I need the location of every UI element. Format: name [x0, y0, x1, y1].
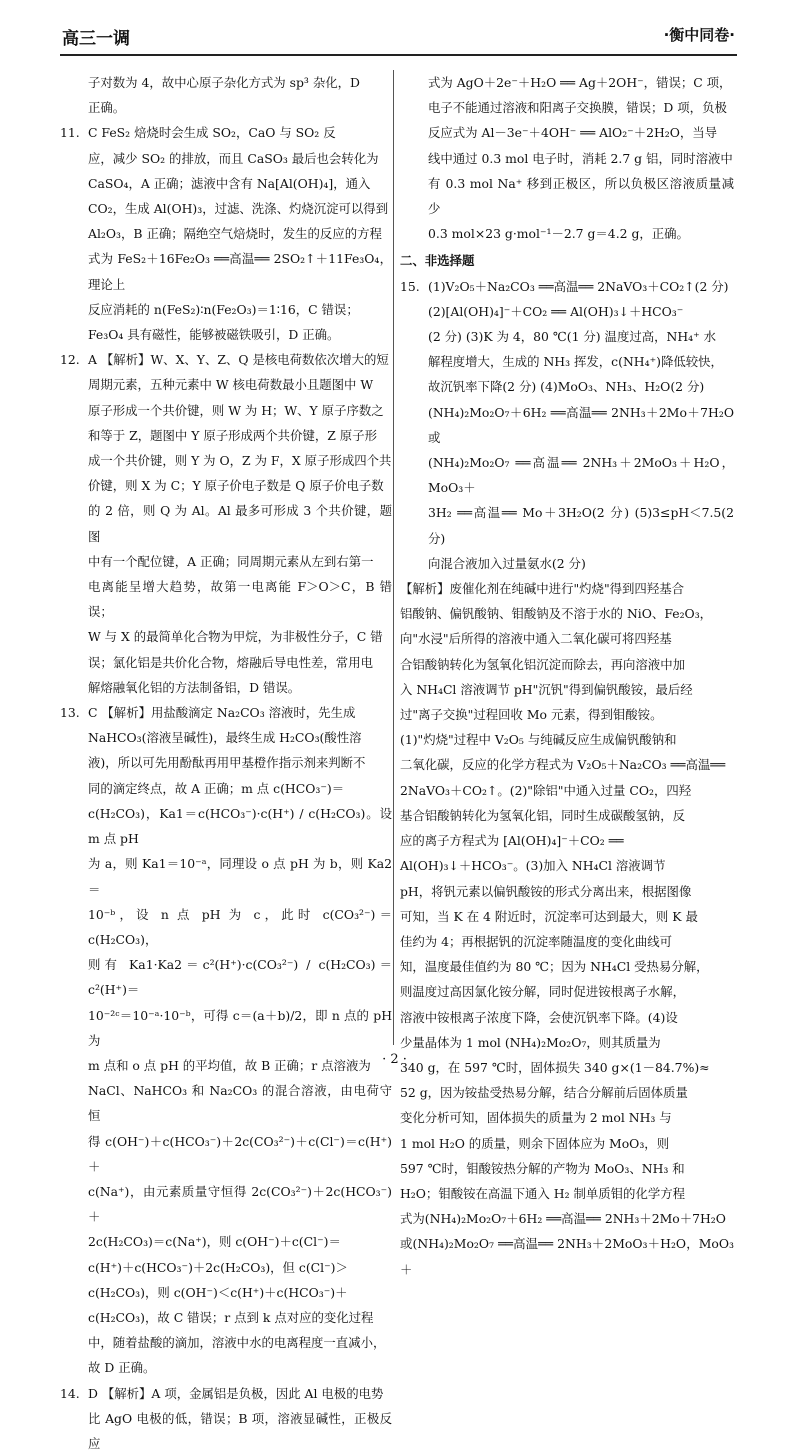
- answer-line: 有 0.3 mol Na⁺ 移到正极区，所以负极区溶液质量减少: [428, 175, 734, 217]
- analysis-line: 变化分析可知，固体损失的质量为 2 mol NH₃ 与: [400, 1110, 672, 1126]
- question-number: 12.: [60, 352, 80, 368]
- analysis-line: 2NaVO₃＋CO₂↑。(2)"除铝"中通入过量 CO₂，四羟: [400, 782, 692, 798]
- answer-line: Al₂O₃，B 正确；隔绝空气焙烧时，发生的反应的方程: [88, 226, 382, 242]
- answer-line: [400, 274, 734, 299]
- question-number: 15.: [400, 278, 420, 294]
- analysis-line: 向"水浸"后所得的溶液中通入二氧化碳可将四羟基: [400, 631, 672, 647]
- answer-line: 解程度增大，生成的 NH₃ 挥发，c(NH₄⁺)降低较快，: [428, 354, 723, 370]
- answer-line: c(Na⁺)，由元素质量守恒得 2c(CO₃²⁻)＋2c(HCO₃⁻)＋: [88, 1183, 392, 1225]
- answer-line: 液)，所以可先用酚酞再用甲基橙作指示剂来判断不: [88, 755, 366, 771]
- answer-line: c(H₂CO₃)，则 c(OH⁻)＜c(H⁺)＋c(HCO₃⁻)＋: [88, 1284, 348, 1300]
- answer-line: Fe₃O₄ 具有磁性，能够被磁铁吸引，D 正确。: [88, 327, 340, 343]
- answer-line: c(H₂CO₃)，Ka1＝c(HCO₃⁻)·c(H⁺) / c(H₂CO₃)。设 m 点 pH: [88, 805, 392, 847]
- right-column: [400, 70, 734, 1282]
- analysis-line: 合铝酸钠转化为氢氧化铝沉淀而除去，再向溶液中加: [400, 656, 685, 672]
- answer-text: A 【解析】W、X、Y、Z、Q 是核电荷数依次增大的短: [88, 352, 389, 368]
- answer-line: 中，随着盐酸的滴加，溶液中水的电离程度一直减小，: [88, 1335, 386, 1351]
- answer-item: [60, 700, 392, 1380]
- analysis-line: 入 NH₄Cl 溶液调节 pH"沉钒"得到偏钒酸铵，最后经: [400, 681, 693, 697]
- answer-line: 的 2 倍，则 Q 为 Al。Al 最多可形成 3 个共价键，题图: [88, 503, 392, 544]
- answer-line: 电离能呈增大趋势，故第一电离能 F＞O＞C，B 错误；: [88, 579, 392, 620]
- answer-line: m 点和 o 点 pH 的平均值，故 B 正确；r 点溶液为: [88, 1057, 371, 1073]
- answer-line: 反应消耗的 n(FeS₂)∶n(Fe₂O₃)＝1∶16，C 错误；: [88, 301, 359, 317]
- analysis-line: (1)"灼烧"过程中 V₂O₅ 与纯碱反应生成偏钒酸钠和: [400, 732, 677, 748]
- exam-title: 高三一调: [62, 29, 130, 49]
- answer-line: 正确。: [88, 100, 126, 116]
- answer-line: CaSO₄，A 正确；滤液中含有 Na[Al(OH)₄]，通入: [88, 175, 371, 191]
- section-title: 二、非选择题: [400, 253, 475, 269]
- answer-line: 式为 FeS₂＋16Fe₂O₃ ══高温══ 2SO₂↑＋11Fe₃O₄，理论上: [88, 251, 392, 292]
- answer-line: 应，减少 SO₂ 的排放，而且 CaSO₃ 最后也会转化为: [88, 150, 379, 166]
- analysis-line: 则温度过高因氯化铵分解，同时促进铵根离子水解，: [400, 984, 685, 1000]
- page-header: [60, 16, 737, 56]
- question-15: [400, 274, 734, 1282]
- answer-line: 10⁻²ᶜ＝10⁻ᵃ·10⁻ᵇ，可得 c＝(a＋b)/2，即 n 点的 pH 为: [88, 1007, 392, 1048]
- answer-line: 原子形成一个共价键，则 W 为 H；W、Y 原子序数之: [88, 402, 384, 418]
- answer-item: [60, 70, 392, 120]
- answer-line: 向混合液加入过量氨水(2 分): [428, 555, 586, 571]
- answer-line: 误；氯化铝是共价化合物，熔融后导电性差，常用电: [88, 654, 373, 670]
- analysis-line: 铝酸钠、偏钒酸钠、钼酸钠及不溶于水的 NiO、Fe₂O₃，: [400, 606, 713, 622]
- analysis-line: 二氧化碳，反应的化学方程式为 V₂O₅＋Na₂CO₃ ══高温══: [400, 757, 726, 773]
- analysis-line: 基合铝酸钠转化为氢氧化铝，同时生成碳酸氢钠，反: [400, 807, 685, 823]
- analysis-line: 溶液中铵根离子浓度下降，会使沉钒率下降。(4)设: [400, 1009, 678, 1025]
- answer-line: (NH₄)₂Mo₂O₇ ══高温══ 2NH₃＋2MoO₃＋H₂O，MoO₃＋: [428, 455, 734, 496]
- answer-text: C 【解析】用盐酸滴定 Na₂CO₃ 溶液时，先生成: [88, 705, 356, 721]
- answer-line: 为 a，则 Ka1＝10⁻ᵃ，同理设 o 点 pH 为 b，则 Ka2＝: [88, 856, 392, 897]
- answer-line: [60, 1381, 392, 1406]
- analysis-line: 52 g，因为铵盐受热易分解，结合分解前后固体质量: [400, 1085, 688, 1101]
- answer-line: NaHCO₃(溶液呈碱性)，最终生成 H₂CO₃(酸性溶: [88, 730, 362, 746]
- answer-line: 则有 Ka1·Ka2＝c²(H⁺)·c(CO₃²⁻) / c(H₂CO₃)＝c²(H⁺)＝: [88, 957, 392, 998]
- answer-line: 得 c(OH⁻)＋c(HCO₃⁻)＋2c(CO₃²⁻)＋c(Cl⁻)＝c(H⁺)＋: [88, 1133, 392, 1174]
- answer-line: CO₂，生成 Al(OH)₃，过滤、洗涤、灼烧沉淀可以得到: [88, 201, 389, 217]
- question-number: 11.: [60, 125, 80, 141]
- answer-line: [60, 700, 392, 725]
- answer-item: [60, 120, 392, 347]
- analysis-line: Al(OH)₃↓＋HCO₃⁻。(3)加入 NH₄Cl 溶液调节: [400, 858, 666, 874]
- analysis-line: 可知，当 K 在 4 附近时，沉淀率可达到最大，则 K 最: [400, 908, 698, 924]
- answer-line: (2)[Al(OH)₄]⁻＋CO₂ ══ Al(OH)₃↓＋HCO₃⁻: [428, 303, 684, 319]
- answer-line: 10⁻ᵇ，设 n 点 pH 为 c，此时 c(CO₃²⁻)＝c(H₂CO₃)，: [88, 906, 392, 947]
- page-number: · 2 ·: [382, 1052, 407, 1067]
- analysis-line: H₂O；钼酸铵在高温下通入 H₂ 制单质钼的化学方程: [400, 1185, 686, 1201]
- answer-item: [60, 1381, 392, 1456]
- answer-line: 2c(H₂CO₃)＝c(Na⁺)，则 c(OH⁻)＋c(Cl⁻)＝: [88, 1234, 341, 1250]
- answer-item: [60, 347, 392, 700]
- answer-line: 价键，则 X 为 C；Y 原子价电子数是 Q 原子价电子数: [88, 478, 384, 494]
- analysis-line: 1 mol H₂O 的质量，则余下固体应为 MoO₃，则: [400, 1135, 670, 1151]
- answer-line: 线中通过 0.3 mol 电子时，消耗 2.7 g 铝，同时溶液中: [428, 150, 733, 166]
- answer-line: 子对数为 4，故中心原子杂化方式为 sp³ 杂化，D: [88, 75, 360, 90]
- answer-line: 故 D 正确。: [88, 1360, 156, 1376]
- answer-line: (NH₄)₂Mo₂O₇＋6H₂ ══高温══ 2NH₃＋2Mo＋7H₂O 或: [428, 404, 734, 445]
- analysis-line: 少量晶体为 1 mol (NH₄)₂Mo₂O₇，则其质量为: [400, 1034, 661, 1050]
- answer-text: D 【解析】A 项，金属铝是负极，因此 Al 电极的电势: [88, 1385, 384, 1401]
- answer-line: 成一个共价键，则 Y 为 O，Z 为 F，X 原子形成四个共: [88, 453, 392, 469]
- answer-line: c(H⁺)＋c(HCO₃⁻)＋2c(H₂CO₃)，但 c(Cl⁻)＞: [88, 1259, 348, 1275]
- analysis-line: 【解析】废催化剂在纯碱中进行"灼烧"得到四羟基合: [400, 581, 684, 597]
- answer-line: 反应式为 Al－3e⁻＋4OH⁻ ══ AlO₂⁻＋2H₂O，当导: [428, 125, 718, 141]
- answer-line: 式为 AgO＋2e⁻＋H₂O ══ Ag＋2OH⁻，错误；C 项，: [428, 75, 732, 90]
- analysis-line: 应的离子方程式为 [Al(OH)₄]⁻＋CO₂ ══: [400, 833, 624, 849]
- answer-line: 电子不能通过溶液和阳离子交换膜，错误；D 项，负极: [428, 100, 727, 116]
- analysis-line: 知，温度最佳值约为 80 ℃；因为 NH₄Cl 受热易分解，: [400, 959, 709, 975]
- column-divider: [393, 70, 394, 1045]
- analysis-line: 式为(NH₄)₂Mo₂O₇＋6H₂ ══高温══ 2NH₃＋2Mo＋7H₂O: [400, 1211, 726, 1227]
- analysis-line: 597 ℃时，钼酸铵热分解的产物为 MoO₃、NH₃ 和: [400, 1160, 685, 1176]
- answer-line: 0.3 mol×23 g·mol⁻¹－2.7 g＝4.2 g，正确。: [428, 226, 689, 242]
- answer-line: 同的滴定终点，故 A 正确；m 点 c(HCO₃⁻)＝: [88, 780, 345, 796]
- answer-line: 和等于 Z，题图中 Y 原子形成两个共价键，Z 原子形: [88, 427, 377, 443]
- answer-line: [60, 120, 392, 145]
- answer-line: c(H₂CO₃)，故 C 错误；r 点到 k 点对应的变化过程: [88, 1309, 374, 1325]
- answer-line: (2 分) (3)K 为 4，80 ℃(1 分) 温度过高，NH₄⁺ 水: [428, 329, 716, 345]
- answer-line: NaCl、NaHCO₃ 和 Na₂CO₃ 的混合溶液，由电荷守恒: [88, 1083, 392, 1124]
- q14-continuation: [400, 70, 734, 246]
- question-number: 13.: [60, 705, 80, 721]
- analysis-line: 过"离子交换"过程回收 Mo 元素，得到钼酸铵。: [400, 707, 663, 723]
- analysis-line: 或(NH₄)₂Mo₂O₇ ══高温══ 2NH₃＋2MoO₃＋H₂O，MoO₃＋: [400, 1236, 734, 1277]
- analysis-line: pH，将钒元素以偏钒酸铵的形式分离出来，根据图像: [400, 883, 692, 899]
- answer-line: 中有一个配位键，A 正确；同周期元素从左到右第一: [88, 553, 374, 569]
- answer-line: [60, 347, 392, 372]
- analysis-line: 340 g，在 597 ℃时，固体损失 340 g×(1－84.7%)≈: [400, 1059, 710, 1075]
- analysis-line: 佳约为 4；再根据钒的沉淀率随温度的变化曲线可: [400, 933, 673, 949]
- answer-text: C FeS₂ 焙烧时会生成 SO₂，CaO 与 SO₂ 反: [88, 125, 336, 141]
- answer-line: 比 AgO 电极的低，错误；B 项，溶液显碱性，正极反应: [88, 1410, 392, 1451]
- series-title: ·衡中同卷·: [663, 26, 735, 44]
- answer-line: W 与 X 的最简单化合物为甲烷，为非极性分子，C 错: [88, 629, 383, 645]
- answer-line: 周期元素，五种元素中 W 核电荷数最小且题图中 W: [88, 377, 374, 393]
- left-column: [60, 70, 392, 1456]
- question-number: 14.: [60, 1385, 80, 1401]
- answer-text: (1)V₂O₅＋Na₂CO₃ ══高温══ 2NaVO₃＋CO₂↑(2 分): [428, 278, 729, 294]
- answer-line: 故沉钒率下降(2 分) (4)MoO₃、NH₃、H₂O(2 分): [428, 379, 705, 395]
- answer-line: 解熔融氧化铝的方法制备铝，D 错误。: [88, 679, 301, 695]
- answer-line: 3H₂ ══高温══ Mo＋3H₂O(2 分) (5)3≤pH＜7.5(2 分): [428, 505, 734, 546]
